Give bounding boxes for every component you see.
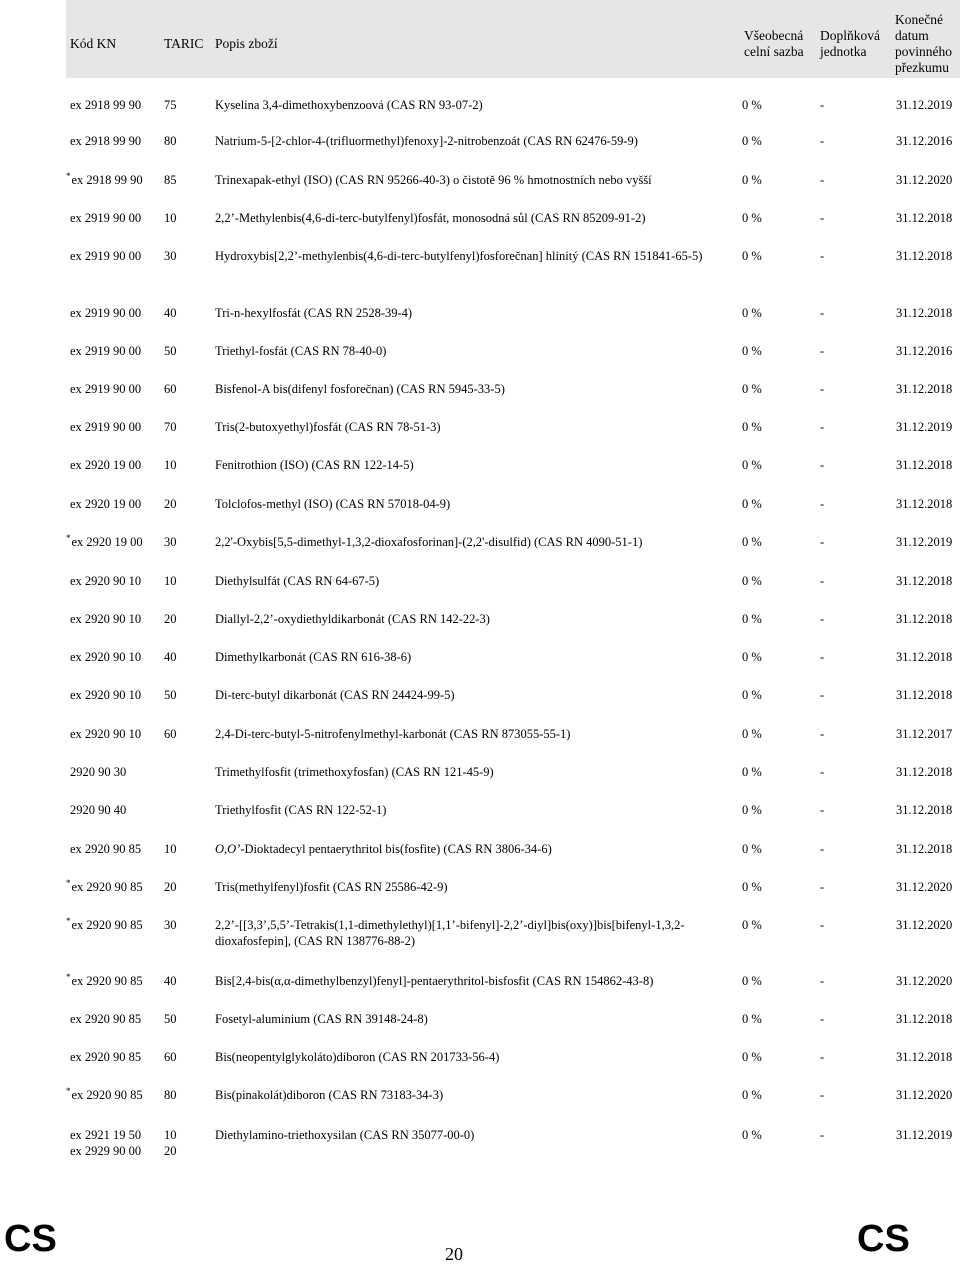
cell-datum: 31.12.2019 [896,420,953,434]
cell-popis [215,802,735,818]
cell-jednotka: - [820,420,825,434]
kod-value: ex 2920 90 85 [70,1050,142,1064]
header-datum [895,12,952,76]
taric-value: 60 [164,1050,177,1064]
cell-kod [70,133,141,149]
asterisk-mark: * [66,1086,71,1096]
cell-kod [70,343,141,359]
popis-text: 2,2’-[[3,3’,5,5’-Tetrakis(1,1-dimethylethyl)[1,1’-bifenyl]-2,2’-diyl]bis(oxy)]bis[bifenyl-1,3,2-dioxafosfepin], (CAS RN 138776-88-2) [215,918,685,948]
cell-taric [164,457,177,473]
kod-value: ex 2920 90 85 [70,842,142,856]
taric-value: 85 [164,173,177,187]
cell-kod [70,1049,141,1065]
cell-datum: 31.12.2016 [896,134,953,148]
kod-value-second: ex 2929 90 00 [70,1144,142,1158]
cell-datum: 31.12.2016 [896,344,953,358]
cell-datum: 31.12.2018 [896,765,953,779]
cell-taric [164,1087,177,1103]
cell-datum: 31.12.2018 [896,650,953,664]
kod-value: ex 2921 19 50 [70,1128,142,1142]
cell-taric [164,1011,177,1027]
cell-sazba: 0 % [742,535,762,549]
header-jednotka [820,28,880,60]
kod-value: ex 2919 90 00 [70,382,142,396]
cell-jednotka: - [820,382,825,396]
kod-value: ex 2918 99 90 [70,98,142,112]
cell-datum: 31.12.2017 [896,727,953,741]
cell-popis [215,1127,735,1143]
kod-value: ex 2920 90 10 [70,727,142,741]
cell-kod [70,1127,141,1159]
taric-value: 10 [164,211,177,225]
popis-text: Di-terc-butyl dikarbonát (CAS RN 24424-99-5) [215,688,455,702]
cell-jednotka: - [820,458,825,472]
page-number: 20 [445,1244,463,1264]
cell-jednotka: - [820,727,825,741]
popis-text: -Dioktadecyl pentaerythritol bis(fosfite) (CAS RN 3806-34-6) [240,842,552,856]
popis-text: Dimethylkarbonát (CAS RN 616-38-6) [215,650,412,664]
popis-text: 2,2’-Methylenbis(4,6-di-terc-butylfenyl)fosfát, monosodná sůl (CAS RN 85209-91-2) [215,211,646,225]
cell-popis [215,917,735,949]
taric-value-second: 20 [164,1144,177,1158]
cell-sazba: 0 % [742,974,762,988]
cell-jednotka: - [820,134,825,148]
cell-taric [164,248,177,264]
taric-value: 50 [164,344,177,358]
cell-sazba: 0 % [742,688,762,702]
cell-datum: 31.12.2019 [896,535,953,549]
taric-value: 20 [164,880,177,894]
cell-taric [164,611,177,627]
cell-sazba: 0 % [742,1050,762,1064]
cell-taric [164,573,177,589]
cell-popis [215,419,735,435]
cell-sazba: 0 % [742,98,762,112]
cell-taric [164,210,177,226]
cell-popis [215,97,735,113]
taric-value: 30 [164,918,177,932]
cell-popis [215,534,735,550]
cell-datum: 31.12.2018 [896,612,953,626]
kod-value: ex 2920 19 00 [71,535,143,549]
cell-jednotka: - [820,612,825,626]
cell-popis [215,343,735,359]
cell-sazba: 0 % [742,574,762,588]
cell-datum: 31.12.2018 [896,803,953,817]
cell-sazba: 0 % [742,382,762,396]
kod-value: ex 2920 90 85 [71,880,143,894]
cell-datum: 31.12.2018 [896,1050,953,1064]
cell-sazba: 0 % [742,1012,762,1026]
cell-taric [164,496,177,512]
header-kod: Kód KN [70,36,117,51]
cell-jednotka: - [820,1088,825,1102]
cell-jednotka: - [820,918,825,932]
kod-value: ex 2918 99 90 [70,134,142,148]
taric-value: 10 [164,574,177,588]
cell-kod [70,649,141,665]
header-datum-line: povinného [895,44,952,59]
cell-taric [164,879,177,895]
popis-text: 2,2'-Oxybis[5,5-dimethyl-1,3,2-dioxafosforinan]-(2,2'-disulfid) (CAS RN 4090-51-1) [215,535,643,549]
cell-sazba: 0 % [742,842,762,856]
cell-jednotka: - [820,98,825,112]
cell-popis [215,248,735,264]
cell-kod [70,381,141,397]
cell-datum: 31.12.2018 [896,306,953,320]
popis-text: Triethylfosfit (CAS RN 122-52-1) [215,803,387,817]
kod-value: ex 2920 90 85 [71,1088,143,1102]
cell-sazba: 0 % [742,727,762,741]
cell-taric [164,917,177,933]
kod-value: ex 2920 90 10 [70,612,142,626]
cell-sazba: 0 % [742,306,762,320]
cell-kod [70,248,141,264]
popis-text: Bis(neopentylglykoláto)diboron (CAS RN 201733-56-4) [215,1050,500,1064]
header-sazba [744,28,804,60]
cell-datum: 31.12.2018 [896,497,953,511]
header-taric: TARIC [164,36,204,51]
kod-value: ex 2919 90 00 [70,211,142,225]
cell-datum: 31.12.2020 [896,880,953,894]
kod-value: ex 2919 90 00 [70,344,142,358]
taric-value: 75 [164,98,177,112]
kod-value: ex 2920 90 10 [70,574,142,588]
cell-datum: 31.12.2020 [896,1088,953,1102]
taric-value: 80 [164,134,177,148]
cell-kod [70,305,141,321]
popis-text: Tris(methylfenyl)fosfit (CAS RN 25586-42-9) [215,880,448,894]
header-sazba-line: Všeobecná [744,28,804,43]
cell-jednotka: - [820,211,825,225]
cell-taric [164,419,177,435]
cell-sazba: 0 % [742,211,762,225]
cell-sazba: 0 % [742,249,762,263]
popis-text: Bisfenol-A bis(difenyl fosforečnan) (CAS RN 5945-33-5) [215,382,505,396]
cell-popis [215,573,735,589]
cell-taric [164,305,177,321]
cell-kod [70,457,141,473]
popis-text: Bis(pinakolát)diboron (CAS RN 73183-34-3) [215,1088,444,1102]
cell-sazba: 0 % [742,650,762,664]
kod-value: ex 2920 90 10 [70,650,142,664]
cell-sazba: 0 % [742,1128,762,1142]
cell-datum: 31.12.2018 [896,1012,953,1026]
cell-popis [215,879,735,895]
taric-value: 20 [164,612,177,626]
cell-datum: 31.12.2018 [896,842,953,856]
cell-taric [164,973,177,989]
cell-datum: 31.12.2019 [896,1128,953,1142]
cell-taric [164,649,177,665]
kod-value: ex 2920 90 85 [71,918,143,932]
popis-text: Triethyl-fosfát (CAS RN 78-40-0) [215,344,387,358]
asterisk-mark: * [66,972,71,982]
cell-jednotka: - [820,803,825,817]
cell-sazba: 0 % [742,497,762,511]
cell-datum: 31.12.2018 [896,458,953,472]
cell-sazba: 0 % [742,1088,762,1102]
cell-datum: 31.12.2020 [896,918,953,932]
taric-value: 50 [164,1012,177,1026]
cell-popis [215,457,735,473]
cell-jednotka: - [820,1128,825,1142]
cell-popis [215,305,735,321]
kod-value: 2920 90 40 [70,803,127,817]
cell-kod [70,97,141,113]
cell-jednotka: - [820,497,825,511]
cell-kod [70,573,141,589]
kod-value: ex 2920 90 10 [70,688,142,702]
header-datum-line: přezkumu [895,60,949,75]
cell-sazba: 0 % [742,918,762,932]
popis-text: Hydroxybis[2,2’-methylenbis(4,6-di-terc-butylfenyl)fosforečnan] hlinitý (CAS RN 151841-65-5) [215,249,703,263]
cell-popis [215,210,735,226]
cell-popis [215,611,735,627]
popis-text: Tolclofos-methyl (ISO) (CAS RN 57018-04-9) [215,497,451,511]
cell-kod [66,1087,143,1104]
popis-text: Bis[2,4-bis(α,α-dimethylbenzyl)fenyl]-pentaerythritol-bisfosfit (CAS RN 154862-43-8) [215,974,654,988]
cell-jednotka: - [820,974,825,988]
cell-jednotka: - [820,880,825,894]
taric-value: 60 [164,382,177,396]
cell-jednotka: - [820,344,825,358]
cell-sazba: 0 % [742,173,762,187]
taric-value: 30 [164,249,177,263]
cell-kod [70,841,141,857]
taric-value: 10 [164,842,177,856]
popis-text: Fosetyl-aluminium (CAS RN 39148-24-8) [215,1012,428,1026]
popis-text: Natrium-5-[2-chlor-4-(trifluormethyl)fenoxy]-2-nitrobenzoát (CAS RN 62476-59-9) [215,134,638,148]
popis-text: 2,4-Di-terc-butyl-5-nitrofenylmethyl-karbonát (CAS RN 873055-55-1) [215,727,571,741]
taric-value: 50 [164,688,177,702]
cell-popis [215,1087,735,1103]
asterisk-mark: * [66,533,71,543]
cell-taric [164,726,177,742]
cell-popis [215,726,735,742]
cell-datum: 31.12.2018 [896,382,953,396]
header-datum-line: datum [895,28,929,43]
kod-value: ex 2920 19 00 [70,497,142,511]
cell-kod [70,419,141,435]
taric-value: 40 [164,650,177,664]
cell-kod [70,687,141,703]
cell-popis [215,764,735,780]
cell-jednotka: - [820,306,825,320]
cell-popis [215,973,735,989]
cell-kod [70,611,141,627]
cell-sazba: 0 % [742,880,762,894]
taric-value: 70 [164,420,177,434]
popis-text: Diallyl-2,2’-oxydiethyldikarbonát (CAS RN 142-22-3) [215,612,490,626]
cell-kod [66,879,143,896]
cell-kod [66,534,143,551]
cell-kod [66,917,143,934]
header-datum-line: Konečné [895,12,943,27]
cell-jednotka: - [820,765,825,779]
cell-jednotka: - [820,842,825,856]
taric-value: 10 [164,1128,177,1142]
cell-jednotka: - [820,173,825,187]
cell-popis [215,841,735,857]
cell-jednotka: - [820,249,825,263]
taric-value: 20 [164,497,177,511]
cell-popis [215,133,735,149]
cell-taric [164,841,177,857]
asterisk-mark: * [66,916,71,926]
cell-datum: 31.12.2018 [896,688,953,702]
header-popis: Popis zboží [215,36,278,51]
cell-datum: 31.12.2018 [896,249,953,263]
cell-kod [66,973,143,990]
cell-popis [215,649,735,665]
cell-taric [164,97,177,113]
cell-datum: 31.12.2018 [896,211,953,225]
popis-text: Trimethylfosfit (trimethoxyfosfan) (CAS RN 121-45-9) [215,765,494,779]
taric-value: 80 [164,1088,177,1102]
kod-value: ex 2919 90 00 [70,306,142,320]
cell-datum: 31.12.2020 [896,974,953,988]
taric-value: 60 [164,727,177,741]
cell-popis [215,381,735,397]
cell-popis [215,1011,735,1027]
cell-kod [70,1011,141,1027]
kod-value: ex 2919 90 00 [70,249,142,263]
cell-kod [66,172,143,189]
cell-taric [164,381,177,397]
asterisk-mark: * [66,878,71,888]
cell-taric [164,687,177,703]
asterisk-mark: * [66,171,71,181]
popis-text: Tri-n-hexylfosfát (CAS RN 2528-39-4) [215,306,413,320]
cell-datum: 31.12.2018 [896,574,953,588]
cell-kod [70,496,141,512]
header-jednotka-line: jednotka [820,44,867,59]
cell-taric [164,1127,177,1159]
cell-taric [164,343,177,359]
kod-value: ex 2920 90 85 [70,1012,142,1026]
cell-sazba: 0 % [742,134,762,148]
taric-value: 40 [164,974,177,988]
cell-datum: 31.12.2020 [896,173,953,187]
cell-sazba: 0 % [742,420,762,434]
popis-text: Diethylsulfát (CAS RN 64-67-5) [215,574,380,588]
cell-popis [215,172,735,188]
cell-jednotka: - [820,1050,825,1064]
cell-sazba: 0 % [742,458,762,472]
popis-text: Trinexapak-ethyl (ISO) (CAS RN 95266-40-3) o čistotě 96 % hmotnostních nebo vyšší [215,173,652,187]
cell-popis [215,1049,735,1065]
kod-value: ex 2920 90 85 [71,974,143,988]
taric-value: 30 [164,535,177,549]
popis-text: Tris(2-butoxyethyl)fosfát (CAS RN 78-51-3) [215,420,441,434]
cell-taric [164,172,177,188]
cell-kod [70,802,126,818]
kod-value: ex 2920 19 00 [70,458,142,472]
cell-taric [164,1049,177,1065]
cell-datum: 31.12.2019 [896,98,953,112]
cell-jednotka: - [820,688,825,702]
kod-value: ex 2918 99 90 [71,173,143,187]
footer-lang-left: CS [4,1218,57,1260]
footer-lang-right: CS [857,1218,910,1260]
header-sazba-line: celní sazba [744,44,804,59]
cell-jednotka: - [820,1012,825,1026]
cell-taric [164,133,177,149]
cell-kod [70,210,141,226]
cell-sazba: 0 % [742,344,762,358]
cell-jednotka: - [820,535,825,549]
cell-kod [70,726,141,742]
header-jednotka-line: Doplňková [820,28,880,43]
kod-value: ex 2919 90 00 [70,420,142,434]
cell-sazba: 0 % [742,612,762,626]
popis-text: Kyselina 3,4-dimethoxybenzoová (CAS RN 93-07-2) [215,98,483,112]
kod-value: 2920 90 30 [70,765,127,779]
popis-text: Diethylamino-triethoxysilan (CAS RN 35077-00-0) [215,1128,475,1142]
taric-value: 40 [164,306,177,320]
popis-italic: O,O’ [215,842,241,856]
cell-sazba: 0 % [742,765,762,779]
cell-popis [215,687,735,703]
cell-kod [70,764,126,780]
cell-jednotka: - [820,574,825,588]
taric-value: 10 [164,458,177,472]
cell-popis [215,496,735,512]
popis-text: Fenitrothion (ISO) (CAS RN 122-14-5) [215,458,414,472]
cell-jednotka: - [820,650,825,664]
cell-sazba: 0 % [742,803,762,817]
cell-taric [164,534,177,550]
